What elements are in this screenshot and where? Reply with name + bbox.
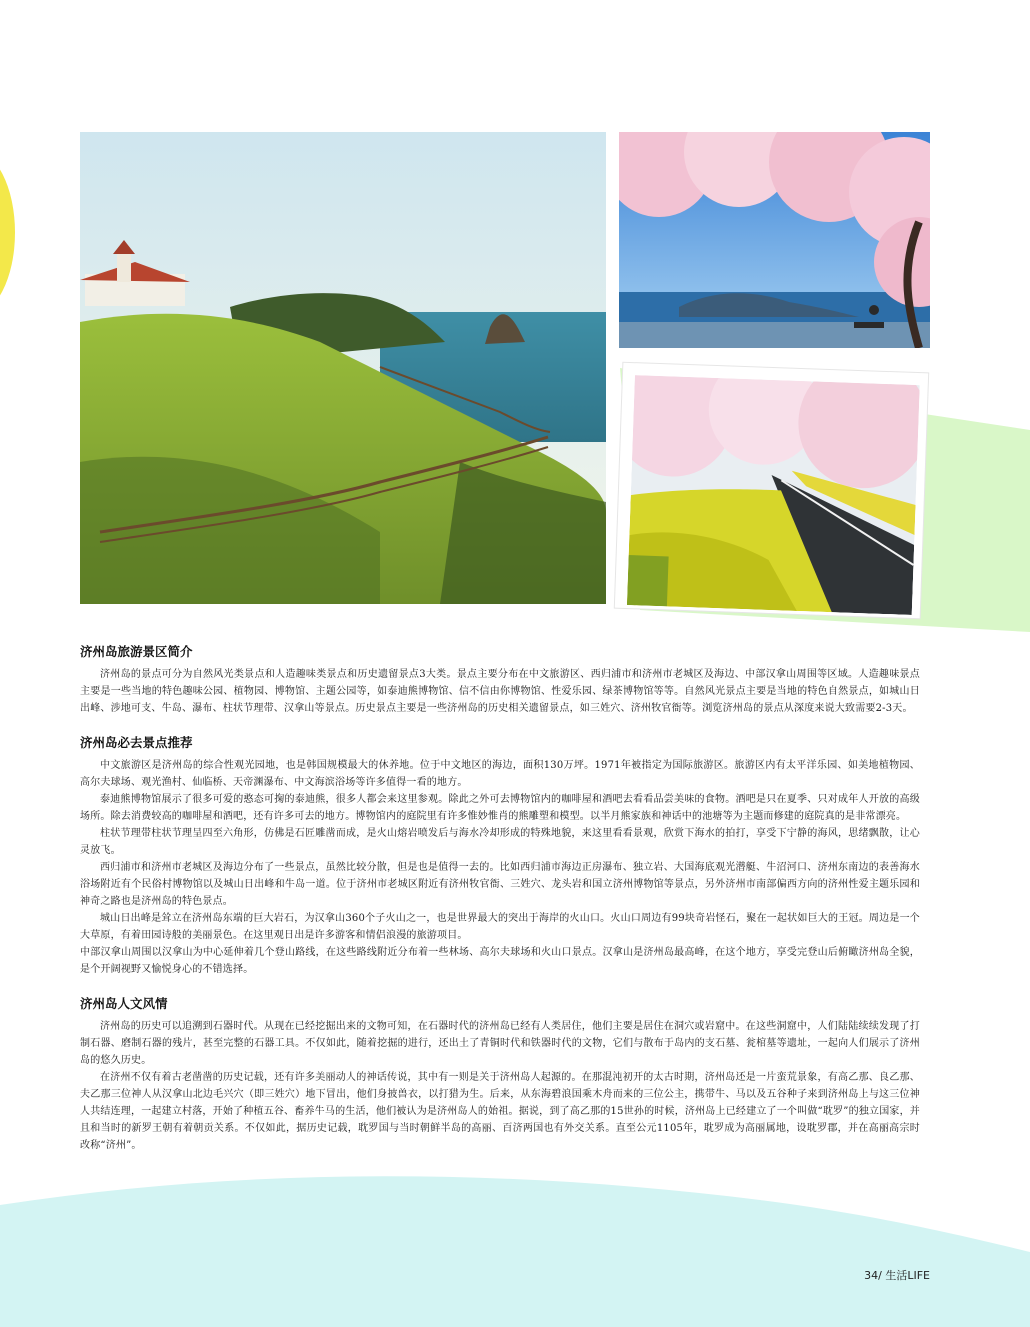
page-number: 34/ 生活LIFE — [864, 1269, 930, 1282]
paragraph: 柱状节理带柱状节理呈四至六角形，仿佛是石匠雕凿而成，是火山熔岩喷发后与海水冷却形成的特殊地貌，来这里看看景观，欣赏下海水的拍打，享受下宁静的海风，思绪飘散，让心灵放飞。 — [80, 828, 920, 856]
section-title: 济州岛人文风情 — [80, 996, 168, 1011]
blossom-road-photo — [627, 375, 920, 615]
paragraph: 在济州不仅有着古老凿凿的历史记载，还有许多美丽动人的神话传说，其中有一则是关于济州岛人起源的。在那混沌初开的太古时期，济州岛还是一片蛮荒景象，有高乙那、良乙那、夫乙那三位神人从汉拿山北边毛兴穴（即三姓穴）地下冒出，他们身披兽衣，以打猎为生。后来，从东海碧浪国乘木舟而来的三位公主，携带牛、马以及五谷种子来到济州岛上与这三位神人共结连理，一起建立村落，开始了种植五谷、畜养牛马的生活，他们被认为是济州岛人的始祖。据说，到了高乙那的15世孙的时候，济州岛上已经建立了一个叫做“耽罗”的独立国家，并且和当时的新罗王朝有着朝贡关系。不仅如此，据历史记载，耽罗国与当时朝鲜半岛的高丽、百济两国也有外交关系。直至公元1105年，耽罗成为高丽属地，设耽罗郡，并在高丽高宗时改称“济州”。 — [80, 1072, 920, 1151]
paragraph: 西归浦市和济州市老城区及海边分布了一些景点，虽然比较分散，但是也是值得一去的。比如西归浦市海边正房瀑布、独立岩、大国海底观光潜艇、牛沼河口、济州东南边的表善海水浴场附近有个民俗村博物馆以及城山日出峰和牛岛一道。位于济州市老城区附近有济州牧官衙、三姓穴、龙头岩和国立济州博物馆等景点，另外济州市南部偏西方向的济州性爱主题乐园和神奇之路也是济州岛的特色景点。 — [80, 862, 920, 907]
section-title: 济州岛旅游景区简介 — [80, 644, 193, 659]
section-culture — [80, 994, 920, 1154]
section-title: 济州岛必去景点推荐 — [80, 735, 193, 750]
paragraph: 中文旅游区是济州岛的综合性观光园地，也是韩国规模最大的休养地。位于中文地区的海边，面积130万坪。1971年被指定为国际旅游区。旅游区内有太平洋乐园、如美地植物园、高尔夫球场、观光渔村、仙临桥、天帝渊瀑布、中文海滨浴场等许多值得一看的地方。 — [80, 760, 920, 788]
cyan-decorative-wave — [0, 1176, 1030, 1327]
coast-photo — [80, 132, 606, 604]
blossom-bay-photo — [619, 132, 930, 348]
paragraph: 中部汉拿山周围以汉拿山为中心延伸着几个登山路线，在这些路线附近分布着一些林场、高尔夫球场和火山口景点。汉拿山是济州岛最高峰，在这个地方，享受完登山后俯瞰济州岛全貌，是个开阔视野又愉悦身心的不错选择。 — [80, 947, 920, 975]
paragraph: 泰迪熊博物馆展示了很多可爱的憨态可掬的泰迪熊，很多人都会来这里参观。除此之外可去博物馆内的咖啡屋和酒吧去看看品尝美味的食物。酒吧是只在夏季、只对成年人开放的高级场所。除去消费较高的咖啡屋和酒吧，还有许多可去的地方。博物馆内的庭院里有许多惟妙惟肖的熊雕塑和模型。以半月熊家族和神话中的池塘等为主题而修建的庭院真的是非常漂亮。 — [80, 794, 920, 822]
paragraph: 济州岛的景点可分为自然风光类景点和人造趣味类景点和历史遗留景点3大类。景点主要分布在中文旅游区、西归浦市和济州市老城区及海边、中部汉拿山周围等区域。人造趣味景点主要是一些当地的特色趣味公园、植物园、博物馆、主题公园等，如泰迪熊博物馆、信不信由你博物馆、性爱乐园、绿茶博物馆等等。自然风光景点主要是当地的特色自然景点，如城山日出峰、涉地可支、牛岛、瀑布、柱状节理带、汉拿山等景点。历史景点主要是一些济州岛的历史相关遗留景点，如三姓穴、济州牧官衙等。浏览济州岛的景点从深度来说大致需要2-3天。 — [80, 669, 920, 714]
road-photo-frame — [615, 363, 928, 618]
article-body — [80, 642, 920, 1170]
section-intro — [80, 642, 920, 717]
paragraph: 城山日出峰是耸立在济州岛东端的巨大岩石，为汉拿山360个子火山之一，也是世界最大的突出于海岸的火山口。火山口周边有99块奇岩怪石，聚在一起状如巨大的王冠。周边是一个大草原，有着田园诗般的美丽景色。在这里观日出是许多游客和情侣浪漫的旅游项目。 — [80, 913, 920, 941]
paragraph: 济州岛的历史可以追溯到石器时代。从现在已经挖掘出来的文物可知，在石器时代的济州岛已经有人类居住，他们主要是居住在洞穴或岩窟中。在这些洞窟中，人们陆陆续续发现了打制石器、磨制石器的残片，甚至完整的石器工具。不仅如此，随着挖掘的进行，还出土了青铜时代和铁器时代的文物，它们与散布于岛内的支石墓、瓮棺墓等遗址，一起向人们展示了济州岛的悠久历史。 — [80, 1021, 920, 1066]
section-recommendations — [80, 733, 920, 978]
